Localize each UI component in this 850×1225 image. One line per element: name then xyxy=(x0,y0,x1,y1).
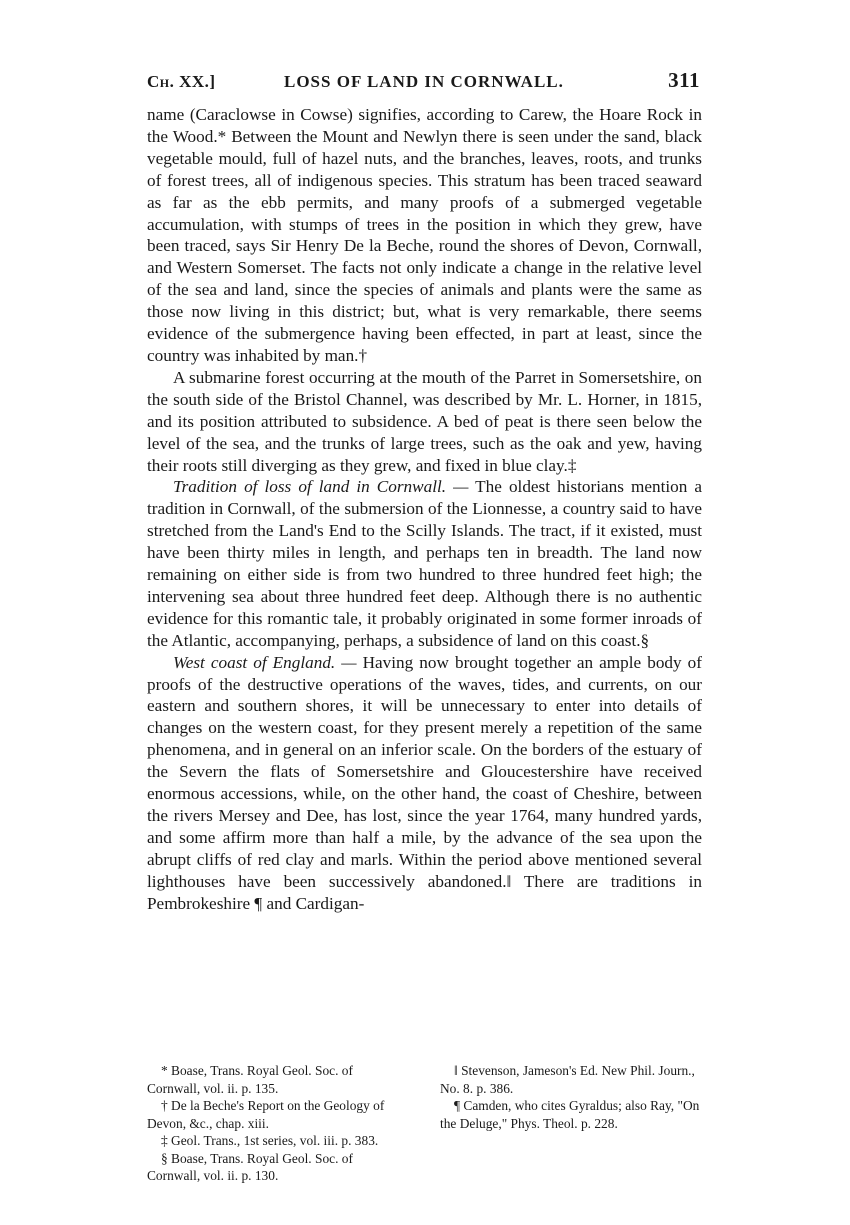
footnote: § Boase, Trans. Royal Geol. Soc. of Cornwall, vol. ii. p. 130. xyxy=(147,1150,353,1183)
paragraph-west-coast-text: Having now brought together an ample body of proofs of the destructive operations of the waves, tides, and currents, on our eastern and southern shores, it will be unnecessary to enter into details of changes on the western coast, for they present merely a repetition of the same phenomena, and in general on an inferior scale. On the borders of the estuary of the Severn the flats of Somersetshire and Gloucestershire have received enormous accessions, while, on the other hand, the coast of Cheshire, between the rivers Mersey and Dee, has lost, since the year 1764, many hundred yards, and some affirm more than half a mile, by the advance of the sea upon the abrupt cliffs of red clay and marls. Within the period above mentioned several lighthouses have been successively abandoned.‖ There are traditions in Pembrokeshire ¶ and Cardigan- xyxy=(147,652,702,913)
paragraph-caraclowse: name (Caraclowse in Cowse) signifies, according to Carew, the Hoare Rock in the Wood.* Between the Mount and Newlyn there is seen under the sand, black vegetable mould, full of hazel nuts, and the branches, leaves, roots, and trunks of forest trees, all of indigenous species. This stratum has been traced seaward as far as the ebb permits, and many proofs of a submerged vegetable accumulation, with stumps of trees in the position in which they grew, have been traced, says Sir Henry De la Beche, round the shores of Devon, Cornwall, and Western Somerset. The facts not only indicate a change in the relative level of the sea and land, since the species of animals and plants were the same as those now living in this district; but, what is very remarkable, there seems evidence of the submergence having been effected, in part at least, since the country was inhabited by man.† xyxy=(147,105,702,365)
footnote: † De la Beche's Report on the Geology of Devon, &c., chap. xiii. xyxy=(147,1098,385,1131)
footnote: ‖ Stevenson, Jameson's Ed. New Phil. Journ., No. 8. p. 386. xyxy=(440,1063,695,1096)
running-head xyxy=(147,68,702,98)
section-heading-cornwall: Tradition of loss of land in Cornwall. — xyxy=(173,477,469,497)
paragraph-lionnesse xyxy=(147,476,702,651)
footnote: * Boase, Trans. Royal Geol. Soc. of Cornwall, vol. ii. p. 135. xyxy=(147,1063,353,1096)
paragraph-lionnesse-text: The oldest historians mention a tradition in Cornwall, of the submersion of the Lionnesse, a country said to have stretched from the Land's End to the Scilly Islands. The tract, if it existed, must have been thirty miles in length, and perhaps ten in breadth. The land now remaining on either side is from two hundred to three hundred feet high; the intervening sea about three hundred feet deep. Although there is no authentic evidence for this romantic tale, it probably originated in some former inroads of the Atlantic, accompanying, perhaps, a subsidence of land on this coast.§ xyxy=(147,477,702,650)
paragraph-submarine-forest: A submarine forest occurring at the mouth of the Parret in Somersetshire, on the south side of the Bristol Channel, was described by Mr. L. Horner, in 1815, and its position attributed to subsidence. A bed of peat is there seen below the level of the sea, and the trunks of large trees, such as the oak and yew, having their roots still diverging as they grew, and fixed in blue clay.‡ xyxy=(147,367,702,475)
body-text xyxy=(147,104,702,915)
chapter-label: Ch. XX.] xyxy=(147,72,216,91)
footnote: ¶ Camden, who cites Gyraldus; also Ray, "On the Deluge," Phys. Theol. p. 228. xyxy=(440,1098,700,1131)
footnotes-left-column xyxy=(147,1062,409,1185)
book-page xyxy=(147,68,702,915)
section-heading-west-coast: West coast of England. — xyxy=(173,652,357,672)
running-title: LOSS OF LAND IN CORNWALL. xyxy=(284,72,564,91)
footnotes-right-column xyxy=(440,1062,702,1185)
footnotes xyxy=(147,1062,702,1185)
page-number: 311 xyxy=(668,68,700,92)
footnote: ‡ Geol. Trans., 1st series, vol. iii. p. 383. xyxy=(161,1133,379,1148)
paragraph-west-coast xyxy=(147,652,702,915)
